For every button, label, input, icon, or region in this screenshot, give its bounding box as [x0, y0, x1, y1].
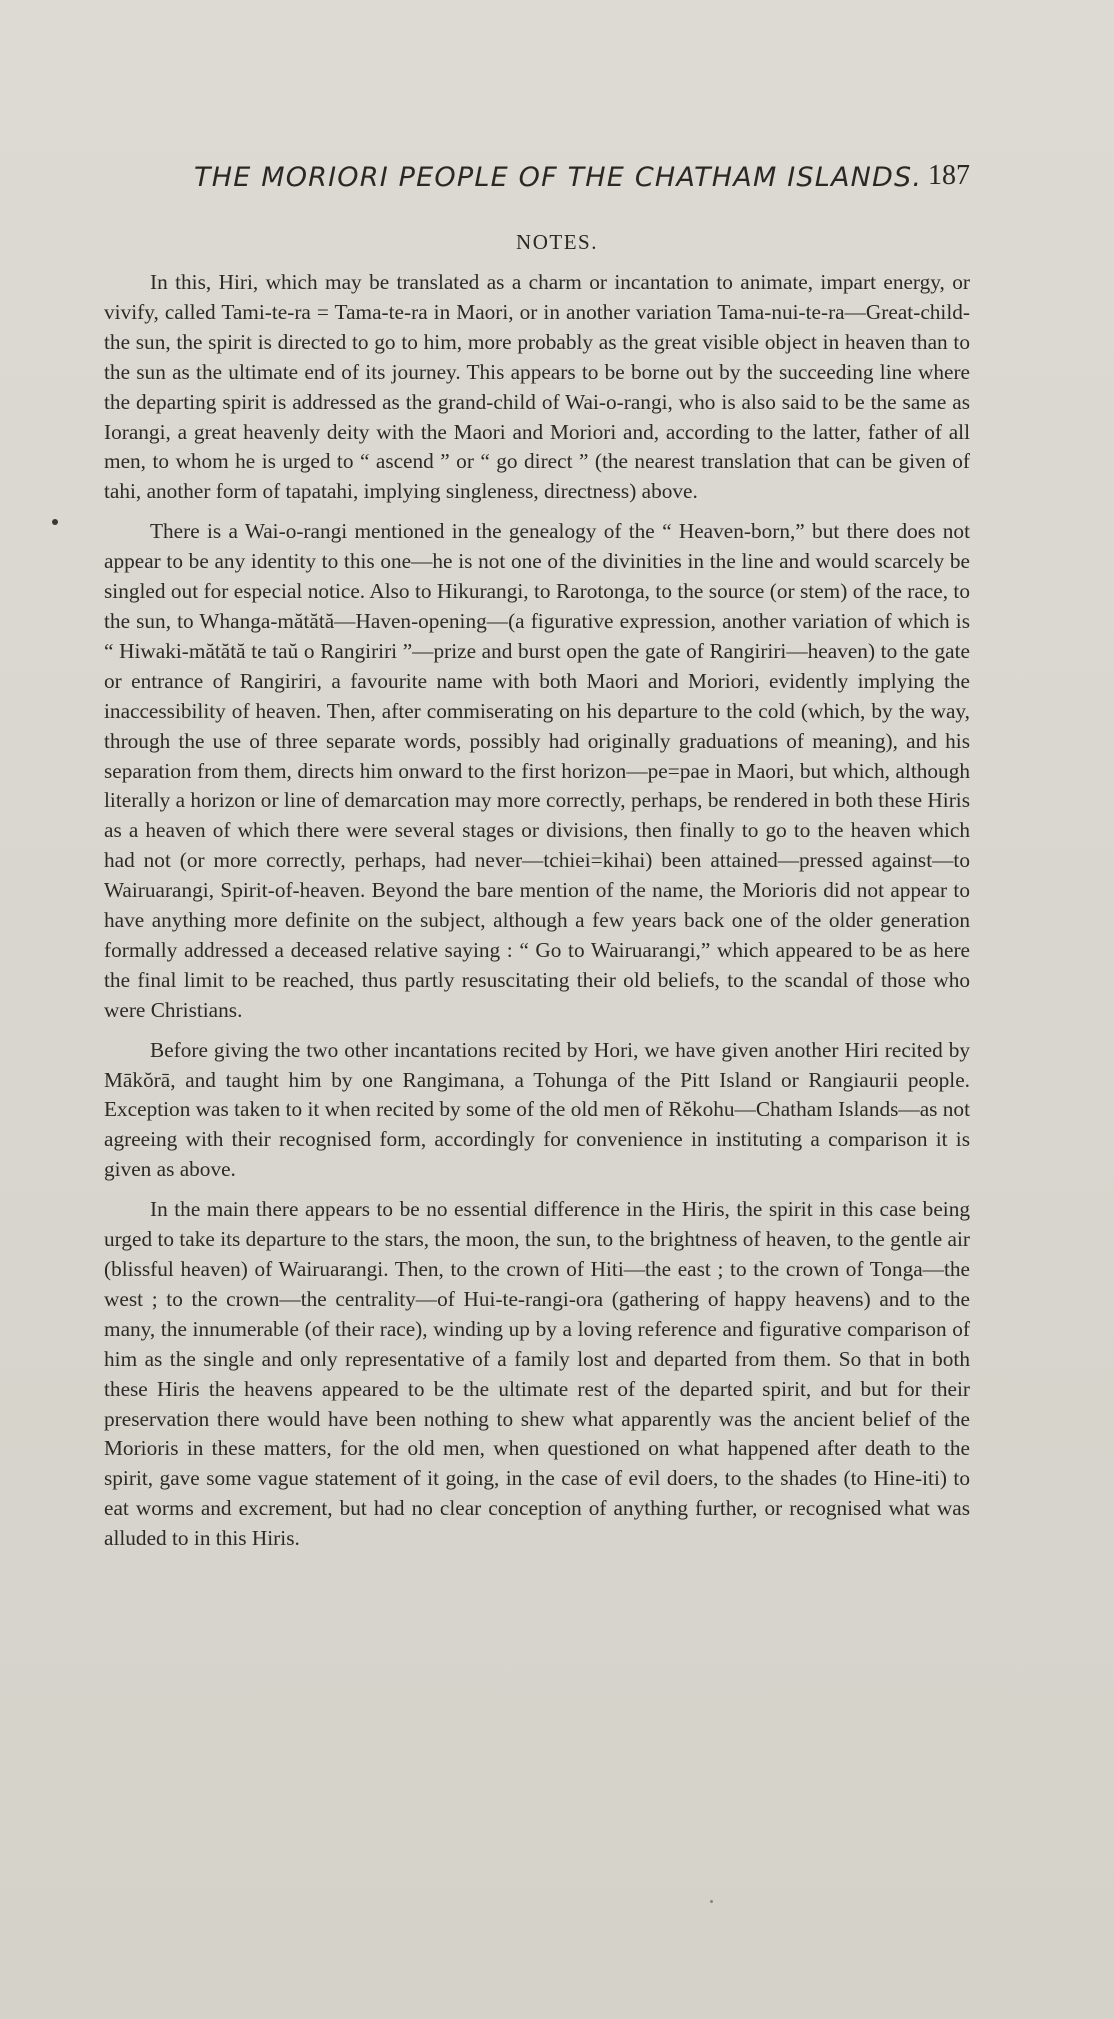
- section-heading: NOTES.: [516, 230, 598, 254]
- ink-speck: [52, 519, 58, 525]
- running-title: THE MORIORI PEOPLE OF THE CHATHAM ISLANDS.: [194, 162, 923, 193]
- paragraph-4: In the main there appears to be no essential difference in the Hiris, the spirit in this case being urged to take its departure to the stars, the moon, the sun, to the brightness of heaven, to the gentle air (blissful heaven) of Wairuarangi. Then, to the crown of Hiti—the east ; to the crown of Tonga—the west ; to the crown—the centrality—of Hui-te-rangi-ora (gathering of happy heavens) and to the many, the innumerable (of their race), winding up by a loving reference and figurative comparison of him as the single and only representative of a family lost and departed from them. So that in both these Hiris the heavens appeared to be the ultimate rest of the departed spirit, and but for their preservation there would have been nothing to shew what apparently was the ancient belief of the Morioris in these matters, for the old men, when questioned on what happened after death to the spirit, gave some vague statement of it going, in the case of evil doers, to the shades (to Hine-iti) to eat worms and excrement, but had no clear conception of anything further, or recognised what was alluded to in this Hiris.: [104, 1197, 970, 1551]
- paragraph-1: In this, Hiri, which may be translated as a charm or incantation to animate, impart energy, or vivify, called Tami-te-ra = Tama-te-ra in Maori, or in another variation Tama-nui-te-ra—Great-child-the sun, the spirit is directed to go to him, more probably as the great visible object in heaven than to the sun as the ultimate end of its journey. This appears to be borne out by the succeeding line where the departing spirit is addressed as the grand-child of Wai-o-rangi, who is also said to be the same as Iorangi, a great heavenly deity with the Maori and Moriori and, according to the latter, father of all men, to whom he is urged to “ ascend ” or “ go direct ” (the nearest translation that can be given of tahi, another form of tapatahi, implying singleness, directness) above.: [104, 270, 970, 504]
- body-text: [104, 268, 970, 1564]
- paragraph-2: There is a Wai-o-rangi mentioned in the genealogy of the “ Heaven-born,” but there does not appear to be any identity to this one—he is not one of the divinities in the line and would scarcely be singled out for especial notice. Also to Hikurangi, to Rarotonga, to the source (or stem) of the race, to the sun, to Whanga-mătătă—Haven-opening—(a figurative expression, another variation of which is “ Hiwaki-mătătă te taŭ o Rangiriri ”—prize and burst open the gate of Rangiriri—heaven) to the gate or entrance of Rangiriri, a favourite name with both Maori and Moriori, evidently implying the inaccessibility of heaven. Then, after commiserating on his departure to the cold (which, by the way, through the use of three separate words, possibly had originally graduations of meaning), and his separation from them, directs him onward to the first horizon—pe=pae in Maori, but which, although literally a horizon or line of demarcation may more correctly, perhaps, be rendered in both these Hiris as a heaven of which there were several stages or divisions, then finally to go to the heaven which had not (or more correctly, perhaps, had never—tchiei=kihai) been attained—pressed against—to Wairuarangi, Spirit-of-heaven. Beyond the bare mention of the name, the Morioris did not appear to have anything more definite on the subject, although a few years back one of the older generation formally addressed a deceased relative saying : “ Go to Wairuarangi,” which appeared to be as here the final limit to be reached, thus partly resuscitating their old beliefs, to the scandal of those who were Christians.: [104, 519, 970, 1022]
- paragraph-3: Before giving the two other incantations recited by Hori, we have given another Hiri recited by Mākŏrā, and taught him by one Rangimana, a Tohunga of the Pitt Island or Rangiaurii people. Exception was taken to it when recited by some of the old men of Rĕkohu—Chatham Islands—as not agreeing with their recognised form, accordingly for convenience in instituting a comparison it is given as above.: [104, 1037, 970, 1182]
- page-header: [104, 160, 970, 200]
- ink-speck: [710, 1900, 713, 1903]
- page-number: 187: [928, 160, 970, 191]
